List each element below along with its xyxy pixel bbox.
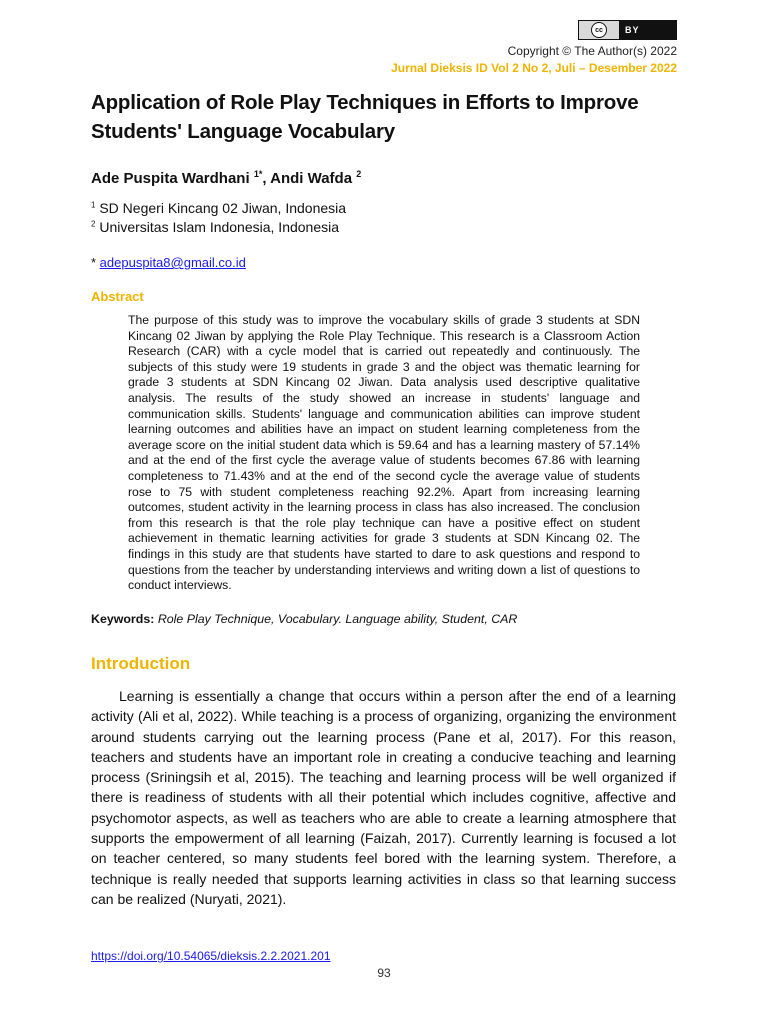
doi (91, 949, 331, 963)
affiliation-2 (91, 219, 339, 235)
cc-icon: cc (591, 22, 607, 38)
affiliation-1 (91, 200, 346, 216)
paper-title: Application of Role Play Techniques in Efforts to Improve Students' Language Vocabulary (91, 91, 639, 143)
author-list (91, 169, 361, 187)
abstract-text: The purpose of this study was to improve the vocabulary skills of grade 3 students at SDN Kincang 02 Jiwan by applying the Role Play Technique. This research is a Classroom Action Research (CAR) with a cycle model that is carried out repeatedly and continuously. The subjects of this study were 19 students in grade 3 and the object was thematic learning for grade 3 students at SDN Kincang 02 Jiwan. Data analysis used descriptive qualitative analysis. The results of the study showed an increase in students' language and communication skills. Students' language and communication abilities can improve student learning outcomes and abilities have an impact on student learning completeness from the average score on the initial student data which is 59.64 and has a learning mastery of 57.14% and at the end of the first cycle the average value of students becomes 67.86 with learning completeness to 71.43% and at the end of the second cycle the average value of students rose to 75 with student completeness reaching 92.2%. Apart from increasing learning outcomes, student activity in the learning process in class has also increased. The conclusion from this research is that the role play technique can have a positive effect on student achievement in thematic learning activities for grade 3 students at SDN Kincang 02. The findings in this study are that students have started to dare to ask questions and respond to questions from the teacher by understanding interviews and writing down a list of questions to conduct interviews. (128, 313, 640, 593)
author-separator: , (262, 170, 271, 187)
keywords-list: Role Play Technique, Vocabulary. Language ability, Student, CAR (157, 612, 518, 626)
author-2-affil: 2 (356, 169, 362, 179)
author-2: Andi Wafda (270, 170, 353, 187)
email-link[interactable]: adepuspita8@gmail.co.id (99, 255, 246, 270)
affiliation-1-text: SD Negeri Kincang 02 Jiwan, Indonesia (99, 200, 347, 216)
affiliation-2-text: Universitas Islam Indonesia, Indonesia (99, 219, 340, 235)
cc-by-license-badge (578, 20, 677, 40)
email-marker: * (91, 255, 100, 270)
by-label: BY (619, 21, 676, 39)
affiliation-2-number: 2 (91, 219, 96, 229)
page-number: 93 (377, 966, 391, 980)
cc-logo (579, 21, 619, 39)
introduction-heading: Introduction (91, 654, 191, 673)
affiliation-1-number: 1 (91, 200, 96, 210)
introduction-paragraph: Learning is essentially a change that occurs within a person after the end of a learning activity (Ali et al, 2022). While teaching is a process of organizing, organizing the environment around students carrying out the learning process (Pane et al, 2017). For this reason, teachers and students have an important role in creating a conducive teaching and learning process (Sriningsih et al, 2015). The teaching and learning process will be well organized if there is readiness of students with all their potential which includes cognitive, affective and psychomotor aspects, as well as teachers who are able to create a learning atmosphere that supports the empowerment of all learning (Faizah, 2017). Currently learning is focused a lot on teacher centered, so many students feel bored with the learning system. Therefore, a technique is really needed that supports learning activities in class so that learning success can be realized (Nuryati, 2021). (91, 688, 676, 907)
abstract-heading: Abstract (91, 289, 144, 304)
copyright-notice: Copyright © The Author(s) 2022 (507, 44, 677, 58)
corresponding-email (91, 255, 246, 270)
author-1: Ade Puspita Wardhani (91, 170, 250, 187)
keywords (91, 612, 517, 626)
keywords-label: Keywords: (91, 612, 155, 626)
doi-link[interactable]: https://doi.org/10.54065/dieksis.2.2.2021.201 (91, 949, 331, 963)
journal-citation: Jurnal Dieksis ID Vol 2 No 2, Juli – Desember 2022 (391, 61, 677, 75)
author-1-affil: 1* (253, 169, 263, 179)
